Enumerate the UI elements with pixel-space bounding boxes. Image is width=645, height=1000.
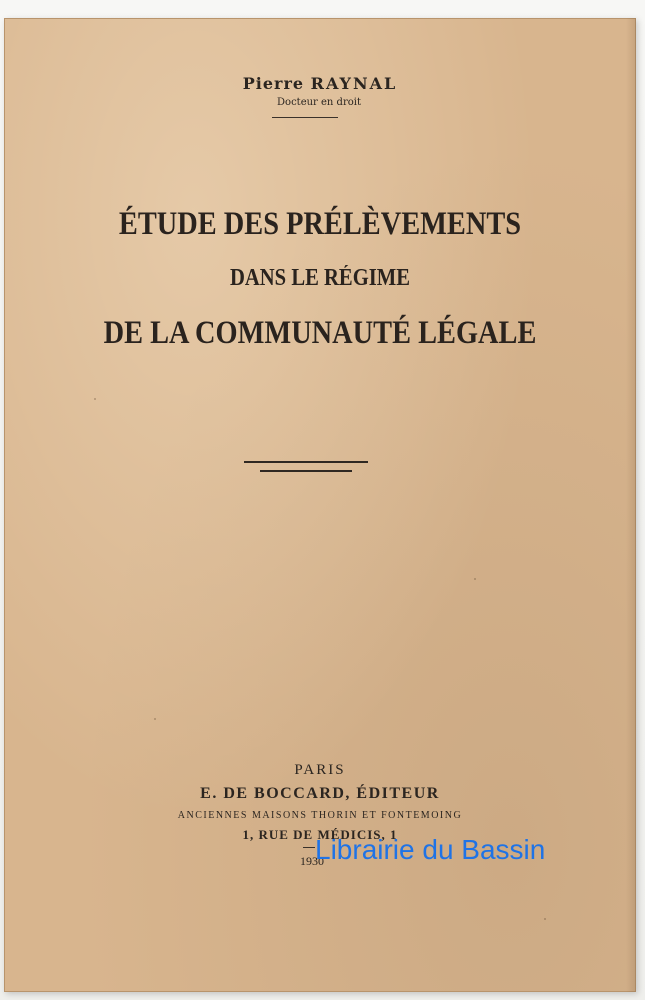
paper-speck bbox=[154, 718, 156, 720]
publisher-name: E. DE BOCCARD, ÉDITEUR bbox=[200, 785, 440, 802]
paper-speck bbox=[474, 578, 476, 580]
publication-city: PARIS bbox=[294, 762, 346, 778]
publisher-address: 1, RUE DE MÉDICIS, 1 bbox=[242, 827, 398, 842]
title-divider-long bbox=[244, 461, 368, 463]
title-line-3: DE LA COMMUNAUTÉ LÉGALE bbox=[103, 315, 537, 351]
cover-edge-shadow bbox=[626, 18, 636, 992]
address-divider bbox=[303, 847, 315, 848]
publisher-former-houses: ANCIENNES MAISONS THORIN ET FONTEMOING bbox=[177, 810, 463, 821]
author-last-name: RAYNAL bbox=[310, 74, 398, 93]
author-first-name: Pierre bbox=[242, 74, 305, 93]
paper-speck bbox=[544, 918, 546, 920]
author-degree: Docteur en droit bbox=[277, 97, 361, 108]
paper-speck bbox=[94, 398, 96, 400]
author-name bbox=[4, 74, 636, 93]
publication-year: 1930 bbox=[300, 854, 324, 868]
title-divider-short bbox=[260, 470, 352, 472]
author-divider bbox=[272, 117, 338, 118]
title-line-2: DANS LE RÉGIME bbox=[229, 265, 411, 291]
shop-watermark: Librairie du Bassin bbox=[315, 834, 546, 865]
title-line-1: ÉTUDE DES PRÉLÈVEMENTS bbox=[118, 206, 522, 242]
